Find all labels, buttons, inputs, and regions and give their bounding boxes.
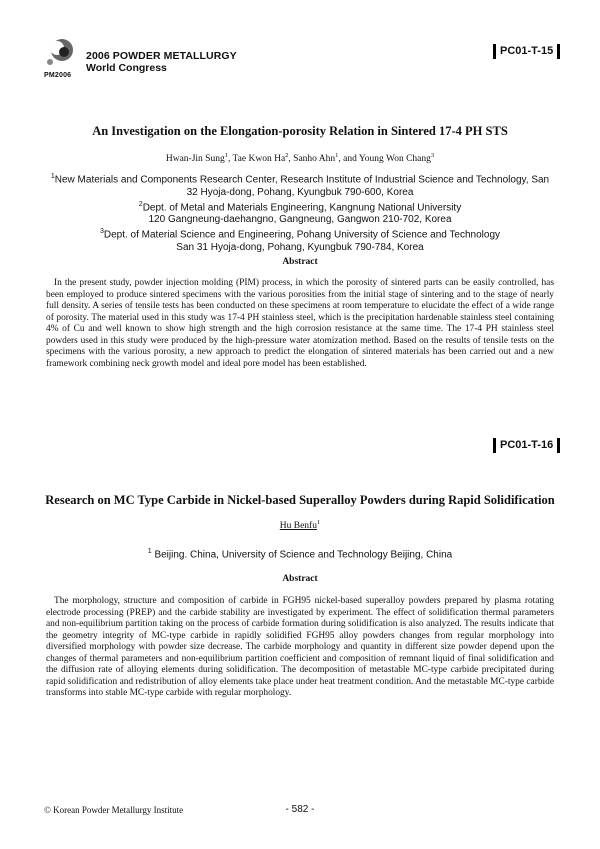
author-affiliation-marker: 1 [224,152,228,159]
affiliation-text: 32 Hyoja-dong, Pohang, Kyungbuk 790-600, Korea [186,186,414,198]
affiliation-text: Dept. of Material Science and Engineering, Pohang University of Science and Technology [103,229,501,241]
affiliation-line [40,242,560,254]
author-name: Tae Kwon Ha [232,154,286,165]
author-name: Hwan-Jin Sung [165,154,225,165]
affiliation-line [40,214,560,226]
affiliation-line [40,226,560,242]
author-affiliation-marker: 1 [335,152,339,159]
affiliation-text: Dept. of Metal and Materials Engineering, Kangnung National University [142,202,462,214]
author-affiliation-marker: 3 [430,152,435,159]
affiliation-line [40,199,560,215]
affiliation-text: Beijing. China, University of Science and Technology Beijing, China [151,549,453,561]
affiliation-text: San 31 Hyoja-dong, Pohang, Kyungbuk 790-784, Korea [176,242,424,253]
author-affiliation-marker: 2 [285,152,289,159]
affiliation-marker: 3 [99,228,104,236]
page-number: - 582 - [285,804,315,815]
author-separator: , and [338,154,359,165]
author-affiliation-marker: 1 [316,519,321,526]
affiliation-marker: 1 [50,173,55,180]
author-separator: , [288,154,294,165]
paper-code: PC01-T-16 [500,439,554,451]
conference-year: 2006 POWDER METALLURGY [86,50,237,62]
affiliation-line [40,171,560,187]
affiliation-list [40,546,560,562]
abstract-heading: Abstract [282,257,318,267]
paper-code: PC01-T-15 [500,45,554,57]
affiliation-marker: 2 [138,200,143,208]
author-name: Hu Benfu [279,521,317,532]
paper-title: An Investigation on the Elongation-porosity Relation in Sintered 17-4 PH STS [92,124,508,138]
author-list [0,152,600,164]
author-list [0,519,600,531]
affiliation-text: 120 Gangneung-daehangno, Gangneung, Gangwon 210-702, Korea [148,214,452,226]
affiliation-line [40,187,560,199]
footer-copyright: © Korean Powder Metallurgy Institute [44,805,184,815]
logo-caption: PM2006 [44,72,72,79]
paper-code-badge [492,43,561,59]
paper-title: Research on MC Type Carbide in Nickel-based Superalloy Powders during Rapid Solidification [45,493,555,507]
author-separator: , [227,154,233,165]
abstract-heading: Abstract [282,574,318,584]
paper-code-badge [492,437,561,453]
abstract-text: In the present study, powder injection molding (PIM) process, in which the porosity of sintered parts can be easily controlled, has been employed to produce sintered specimens with the various porosities from the initial stage of sintering and to the stage of nearly full density. A series of tensile tests has been conducted on these specimens at room temperature to elucidate the effect of a wide range of porosity. The material used in this study was 17-4 PH stainless steel, which is the precipitation hardenable stainless steel containing 4% of Cu and well known to show high strength and the high corrosion resistance at the same time. The 17-4 PH stainless steel powders used in this study were produced by the high-pressure water atomization method. Based on the results of tensile tests on the specimens with the various porosity, a new approach to predict the elongation of sintered materials has been carried out and a new framework combining neck growth model and ideal pore model has been established. [46,278,554,369]
conference-name: World Congress [86,62,167,74]
affiliation-list [40,171,560,254]
affiliation-marker: 1 [147,548,152,555]
author-name: Sanho Ahn [293,154,336,165]
affiliation-text: New Materials and Components Research Center, Research Institute of Industrial Science and Technology, San [54,174,550,186]
author-name: Young Won Chang [358,154,431,165]
abstract-text: The morphology, structure and composition of carbide in FGH95 nickel-based superalloy powders prepared by plasma rotating electrode processing (PREP) and the carbide stability are investigated by experiment. The effect of solidification thermal parameters and non-equilibrium partition taking on the process of carbide formation during solidification is also analyzed. The results indicate that the geometry integrity of MC-type carbide in rapidly solidified FGH95 alloy powders changes from regular morphology into diversified morphology with powder size decrease. The carbide morphology and quantity in different size powder depend upon the changes of thermal parameters and non-equilibrium partition coefficient and composition of remnant liquid of final solidification and the diffusion rate of alloying elements during solidification. The decomposition of metastable MC-type carbide precipitated during rapid solidification and redistribution of alloy elements take place under heat treatment condition. And the metastable MC-type carbide transforms into stable MC-type carbide with regular morphology. [46,596,554,698]
affiliation-line [40,546,560,562]
